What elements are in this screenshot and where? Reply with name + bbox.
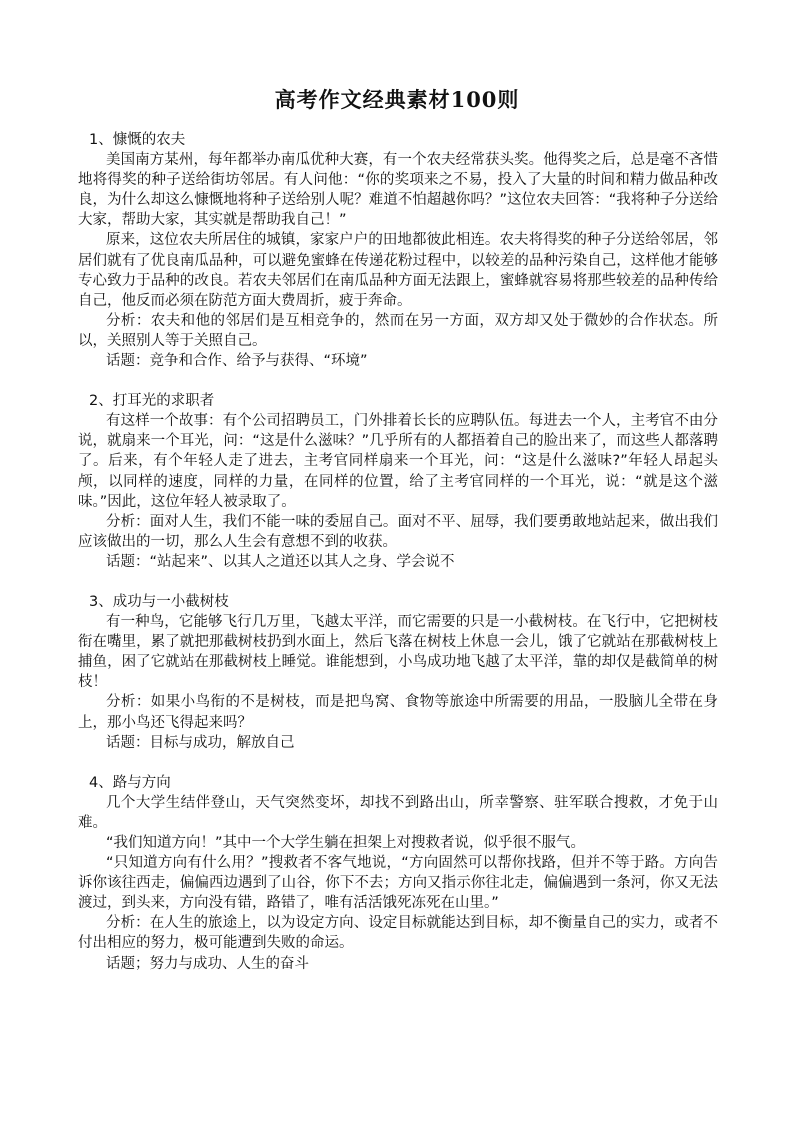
paragraph: “只知道方向有什么用？”搜救者不客气地说，“方向固然可以帮你找路，但并不等于路。方向告诉你该往西走，偏偏西边遇到了山谷，你下不去；方向又指示你往北走，偏偏遇到一条河，你又无法渡过，到头来，方向没有错，路错了，唯有活活饿死冻死在山里。”	[78, 855, 718, 912]
section-heading: 3、成功与一小截树枝	[89, 593, 229, 610]
topic-paragraph: 话题：竞争和合作、给予与获得、“环境”	[106, 353, 368, 370]
section-heading: 2、打耳光的求职者	[89, 393, 215, 410]
section-success-and-twig	[78, 592, 718, 753]
topic-paragraph: 话题；努力与成功、人生的奋斗	[106, 955, 309, 972]
section-heading: 4、路与方向	[89, 774, 171, 791]
paragraph: 有这样一个故事：有个公司招聘员工，门外排着长长的应聘队伍。每进去一个人，主考官不由分说，就扇来一个耳光，问：“这是什么滋味？”几乎所有的人都捂着自己的脸出来了，而这些人都落聘了。后来，有个年轻人走了进去，主考官同样扇来一个耳光，问：“这是什么滋味?”年轻人昂起头颅，以同样的速度，同样的力量，在同样的位置，给了主考官同样的一个耳光，说：“就是这个滋味。”因此，这位年轻人被录取了。	[78, 413, 718, 510]
section-road-and-direction	[78, 773, 718, 974]
section-heading: 1、慷慨的农夫	[89, 132, 186, 148]
section-slapping-job-seeker	[78, 391, 718, 572]
paragraph: 美国南方某州，每年都举办南瓜优种大赛，有一个农夫经常获头奖。他得奖之后，总是毫不吝惜地将得奖的种子送给街坊邻居。有人问他：“你的奖项来之不易，投入了大量的时间和精力做品种改良，为什么却这么慷慨地将种子送给别人呢？难道不怕超越你吗？”这位农夫回答：“我将种子分送给大家，帮助大家，其实就是帮助我自己！”	[78, 152, 718, 229]
analysis-paragraph: 分析：面对人生，我们不能一味的委屈自己。面对不平、屈辱，我们要勇敢地站起来，做出我们应该做出的一切，那么人生会有意想不到的收获。	[78, 513, 718, 550]
paragraph: “我们知道方向！”其中一个大学生躺在担架上对搜救者说，似乎很不服气。	[106, 835, 586, 851]
section-generous-farmer	[78, 130, 718, 371]
topic-paragraph: 话题：目标与成功，解放自己	[106, 734, 295, 751]
document-body	[78, 130, 718, 994]
analysis-paragraph: 分析：农夫和他的邻居们是互相竞争的，然而在另一方面，双方却又处于微妙的合作状态。所以，关照别人等于关照自己。	[78, 312, 718, 349]
analysis-paragraph: 分析：在人生的旅途上，以为设定方向、设定目标就能达到目标，却不衡量自己的实力，或者不付出相应的努力，极可能遭到失败的命运。	[78, 915, 718, 952]
analysis-paragraph: 分析：如果小鸟衔的不是树枝，而是把鸟窝、食物等旅途中所需要的用品，一股脑儿全带在身上，那小鸟还飞得起来吗？	[78, 694, 718, 731]
paragraph: 几个大学生结伴登山，天气突然变坏，却找不到路出山，所幸警察、驻军联合搜救，才免于山难。	[78, 794, 718, 831]
paragraph: 原来，这位农夫所居住的城镇，家家户户的田地都彼此相连。农夫将得奖的种子分送给邻居，邻居们就有了优良南瓜品种，可以避免蜜蜂在传递花粉过程中，以较差的品种污染自己，这样他才能够专心致力于品种的改良。若农夫邻居们在南瓜品种方面无法跟上，蜜蜂就容易将那些较差的品种传给自己，他反而必须在防范方面大费周折，疲于奔命。	[78, 232, 718, 309]
topic-paragraph: 话题：“站起来”、以其人之道还以其人之身、学会说不	[106, 553, 455, 570]
paragraph: 有一种鸟，它能够飞行几万里，飞越太平洋，而它需要的只是一小截树枝。在飞行中，它把树枝衔在嘴里，累了就把那截树枝扔到水面上，然后飞落在树枝上休息一会儿，饿了它就站在那截树枝上捕鱼，困了它就站在那截树枝上睡觉。谁能想到，小鸟成功地飞越了太平洋，靠的却仅是截简单的树枝！	[78, 614, 718, 691]
document-title: 高考作文经典素材100则	[274, 87, 520, 112]
